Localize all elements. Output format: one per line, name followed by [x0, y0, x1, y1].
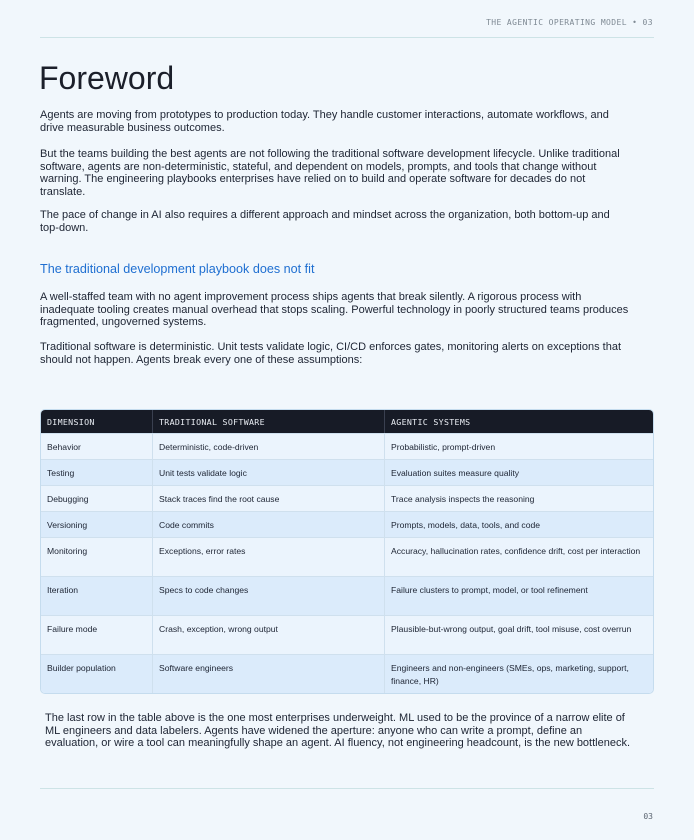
dimension-cell: Builder population	[41, 654, 152, 693]
agentic-cell: Plausible-but-wrong output, goal drift, tool misuse, cost overrun	[384, 615, 653, 654]
agentic-cell: Engineers and non-engineers (SMEs, ops, marketing, support, finance, HR)	[384, 654, 653, 693]
table-row	[41, 433, 653, 459]
agentic-cell: Probabilistic, prompt-driven	[384, 433, 653, 459]
running-head: THE AGENTIC OPERATING MODEL • 03	[486, 18, 653, 27]
dimension-cell: Versioning	[41, 511, 152, 537]
traditional-cell: Stack traces find the root cause	[152, 485, 384, 511]
column-header-agentic: AGENTIC SYSTEMS	[384, 410, 653, 433]
table-row	[41, 576, 653, 615]
traditional-cell: Software engineers	[152, 654, 384, 693]
table-row	[41, 459, 653, 485]
dimension-cell: Iteration	[41, 576, 152, 615]
dimension-cell: Debugging	[41, 485, 152, 511]
dimension-cell: Testing	[41, 459, 152, 485]
footer-divider	[40, 788, 654, 789]
closing-paragraph: The last row in the table above is the one most enterprises underweight. ML used to be the province of a narrow elite of ML engineers and data labelers. Agents have widened the aperture: anyone who can write a prompt, define an evaluation, or wire a tool can meaningfully shape an agent. AI fluency, not engineering headcount, is the new bottleneck.	[45, 712, 631, 750]
agentic-cell: Prompts, models, data, tools, and code	[384, 511, 653, 537]
page-title: Foreword	[39, 60, 175, 96]
table-row	[41, 654, 653, 693]
traditional-cell: Specs to code changes	[152, 576, 384, 615]
table-row	[41, 615, 653, 654]
column-header-dimension: DIMENSION	[41, 410, 152, 433]
table-row	[41, 485, 653, 511]
page-number: 03	[643, 812, 653, 821]
table-row	[41, 537, 653, 576]
section-paragraph-1: A well-staffed team with no agent improvement process ships agents that break silently. A rigorous process with inadequate tooling creates manual overhead that stops scaling. Powerful technology in poorly structured teams produces fragmented, ungoverned systems.	[40, 291, 629, 329]
dimension-cell: Monitoring	[41, 537, 152, 576]
column-header-traditional: TRADITIONAL SOFTWARE	[152, 410, 384, 433]
comparison-table	[40, 409, 654, 694]
dimension-cell: Failure mode	[41, 615, 152, 654]
intro-paragraph-1: Agents are moving from prototypes to production today. They handle customer interactions, automate workflows, and drive measurable business outcomes.	[40, 109, 609, 134]
header-divider	[40, 37, 654, 38]
section-paragraph-2: Traditional software is deterministic. Unit tests validate logic, CI/CD enforces gates, monitoring alerts on exceptions that should not happen. Agents break every one of these assumptions:	[40, 341, 622, 366]
traditional-cell: Exceptions, error rates	[152, 537, 384, 576]
section-heading: The traditional development playbook does not fit	[40, 262, 315, 276]
agentic-cell: Failure clusters to prompt, model, or tool refinement	[384, 576, 653, 615]
agentic-cell: Accuracy, hallucination rates, confidence drift, cost per interaction	[384, 537, 653, 576]
table-row	[41, 511, 653, 537]
agentic-cell: Evaluation suites measure quality	[384, 459, 653, 485]
traditional-cell: Crash, exception, wrong output	[152, 615, 384, 654]
traditional-cell: Code commits	[152, 511, 384, 537]
intro-paragraph-3: The pace of change in AI also requires a different approach and mindset across the organization, both bottom-up and top-down.	[40, 209, 610, 234]
traditional-cell: Unit tests validate logic	[152, 459, 384, 485]
intro-paragraph-2: But the teams building the best agents are not following the traditional software development lifecycle. Unlike traditional software, agents are non-deterministic, stateful, and dependent on models, prompts, and tools that change without warning. The engineering playbooks enterprises have relied on to build and operate software for decades do not translate.	[40, 148, 620, 198]
agentic-cell: Trace analysis inspects the reasoning	[384, 485, 653, 511]
dimension-cell: Behavior	[41, 433, 152, 459]
table-header-row	[41, 410, 653, 433]
traditional-cell: Deterministic, code-driven	[152, 433, 384, 459]
